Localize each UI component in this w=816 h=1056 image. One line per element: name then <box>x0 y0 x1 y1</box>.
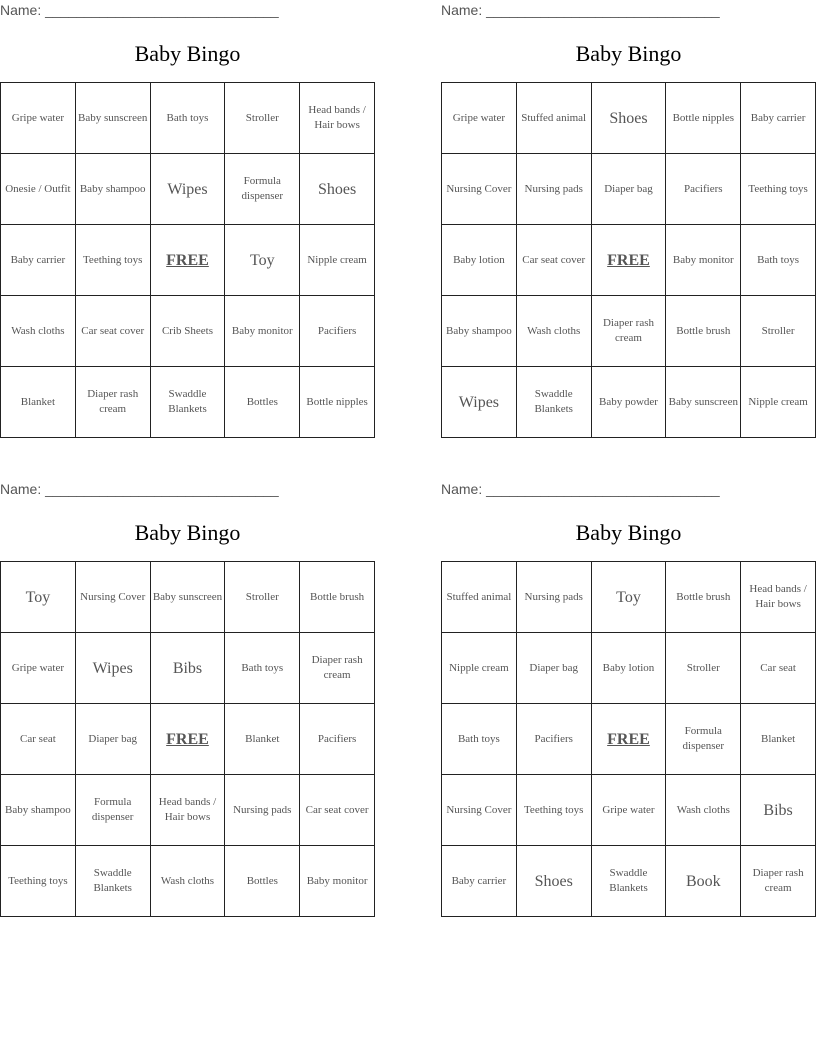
bingo-cell: Shoes <box>591 83 666 154</box>
card-title: Baby Bingo <box>134 520 241 545</box>
bingo-cell: Baby sunscreen <box>150 562 225 633</box>
free-cell: FREE <box>150 704 225 775</box>
bingo-cell: Swaddle Blankets <box>75 846 150 917</box>
bingo-cell: Onesie / Outfit <box>1 154 76 225</box>
bingo-cell: Baby powder <box>591 367 666 438</box>
bingo-cell: Bibs <box>150 633 225 704</box>
bingo-cell: Bottles <box>225 367 300 438</box>
bingo-cell: Baby monitor <box>666 225 741 296</box>
bingo-cell: Car seat cover <box>300 775 375 846</box>
bingo-cell: Bath toys <box>442 704 517 775</box>
bingo-cell: Nursing pads <box>516 154 591 225</box>
free-cell: FREE <box>591 704 666 775</box>
bingo-cell: Formula dispenser <box>666 704 741 775</box>
bingo-cell: Stuffed animal <box>516 83 591 154</box>
bingo-cell: Diaper bag <box>516 633 591 704</box>
bingo-cell: Bottle nipples <box>300 367 375 438</box>
bingo-cell: Teething toys <box>1 846 76 917</box>
bingo-cell: Toy <box>591 562 666 633</box>
bingo-cell: Nursing Cover <box>442 775 517 846</box>
bingo-cell: Baby shampoo <box>75 154 150 225</box>
bingo-cell: Diaper rash cream <box>741 846 816 917</box>
name-line: Name: ______________________________ <box>441 2 720 18</box>
card-title: Baby Bingo <box>575 41 682 66</box>
bingo-cell: Blanket <box>741 704 816 775</box>
bingo-cell: Nipple cream <box>442 633 517 704</box>
bingo-cell: Nursing pads <box>516 562 591 633</box>
bingo-cell: Baby shampoo <box>1 775 76 846</box>
card-title: Baby Bingo <box>134 41 241 66</box>
bingo-cell: Stroller <box>741 296 816 367</box>
bingo-cell: Wash cloths <box>1 296 76 367</box>
free-cell: FREE <box>150 225 225 296</box>
bingo-cell: Head bands / Hair bows <box>150 775 225 846</box>
bingo-cell: Book <box>666 846 741 917</box>
bingo-cell: Gripe water <box>591 775 666 846</box>
bingo-grid <box>441 561 816 917</box>
bingo-cell: Stroller <box>225 83 300 154</box>
bingo-cell: Wash cloths <box>516 296 591 367</box>
bingo-cell: Car seat cover <box>75 296 150 367</box>
bingo-cell: Baby carrier <box>741 83 816 154</box>
bingo-cell: Toy <box>1 562 76 633</box>
bingo-cell: Gripe water <box>1 633 76 704</box>
bingo-cell: Wipes <box>442 367 517 438</box>
card-title: Baby Bingo <box>575 520 682 545</box>
bingo-cell: Car seat <box>741 633 816 704</box>
bingo-cell: Blanket <box>225 704 300 775</box>
bingo-cell: Stroller <box>225 562 300 633</box>
bingo-cell: Stuffed animal <box>442 562 517 633</box>
bingo-cell: Wash cloths <box>666 775 741 846</box>
bingo-cell: Gripe water <box>442 83 517 154</box>
bingo-cell: Crib Sheets <box>150 296 225 367</box>
bingo-cell: Formula dispenser <box>225 154 300 225</box>
bingo-cell: Nursing Cover <box>75 562 150 633</box>
bingo-cell: Pacifiers <box>300 704 375 775</box>
bingo-cell: Bath toys <box>225 633 300 704</box>
bingo-cell: Wipes <box>75 633 150 704</box>
bingo-cell: Gripe water <box>1 83 76 154</box>
bingo-cell: Car seat <box>1 704 76 775</box>
bingo-cell: Pacifiers <box>300 296 375 367</box>
bingo-cell: Baby carrier <box>442 846 517 917</box>
bingo-cell: Bottle brush <box>300 562 375 633</box>
bingo-cell: Teething toys <box>75 225 150 296</box>
bingo-cell: Baby lotion <box>442 225 517 296</box>
bingo-cell: Toy <box>225 225 300 296</box>
bingo-cell: Shoes <box>300 154 375 225</box>
bingo-cell: Pacifiers <box>666 154 741 225</box>
bingo-cell: Swaddle Blankets <box>591 846 666 917</box>
bingo-cell: Bottle nipples <box>666 83 741 154</box>
bingo-cell: Head bands / Hair bows <box>741 562 816 633</box>
bingo-cell: Baby carrier <box>1 225 76 296</box>
bingo-cell: Teething toys <box>741 154 816 225</box>
bingo-cell: Head bands / Hair bows <box>300 83 375 154</box>
bingo-cell: Formula dispenser <box>75 775 150 846</box>
bingo-grid <box>441 82 816 438</box>
bingo-cell: Diaper rash cream <box>75 367 150 438</box>
bingo-cell: Diaper rash cream <box>300 633 375 704</box>
bingo-cell: Bottle brush <box>666 562 741 633</box>
bingo-cell: Bibs <box>741 775 816 846</box>
bingo-cell: Nipple cream <box>300 225 375 296</box>
bingo-cell: Teething toys <box>516 775 591 846</box>
bingo-cell: Baby lotion <box>591 633 666 704</box>
bingo-cell: Swaddle Blankets <box>516 367 591 438</box>
bingo-cell: Diaper bag <box>75 704 150 775</box>
bingo-cell: Baby monitor <box>300 846 375 917</box>
bingo-cell: Diaper bag <box>591 154 666 225</box>
bingo-cell: Bath toys <box>150 83 225 154</box>
bingo-cell: Baby shampoo <box>442 296 517 367</box>
bingo-cell: Wipes <box>150 154 225 225</box>
bingo-cell: Nursing Cover <box>442 154 517 225</box>
bingo-cell: Swaddle Blankets <box>150 367 225 438</box>
bingo-cell: Bottle brush <box>666 296 741 367</box>
bingo-cell: Stroller <box>666 633 741 704</box>
bingo-cell: Blanket <box>1 367 76 438</box>
bingo-cell: Nipple cream <box>741 367 816 438</box>
bingo-cell: Diaper rash cream <box>591 296 666 367</box>
free-cell: FREE <box>591 225 666 296</box>
bingo-cell: Shoes <box>516 846 591 917</box>
bingo-cell: Car seat cover <box>516 225 591 296</box>
bingo-cell: Wash cloths <box>150 846 225 917</box>
name-line: Name: ______________________________ <box>0 481 279 497</box>
bingo-cell: Baby monitor <box>225 296 300 367</box>
bingo-cell: Baby sunscreen <box>666 367 741 438</box>
bingo-cell: Nursing pads <box>225 775 300 846</box>
name-line: Name: ______________________________ <box>0 2 279 18</box>
bingo-cell: Bath toys <box>741 225 816 296</box>
bingo-grid <box>0 82 375 438</box>
bingo-cell: Baby sunscreen <box>75 83 150 154</box>
bingo-cell: Bottles <box>225 846 300 917</box>
bingo-cell: Pacifiers <box>516 704 591 775</box>
bingo-grid <box>0 561 375 917</box>
name-line: Name: ______________________________ <box>441 481 720 497</box>
